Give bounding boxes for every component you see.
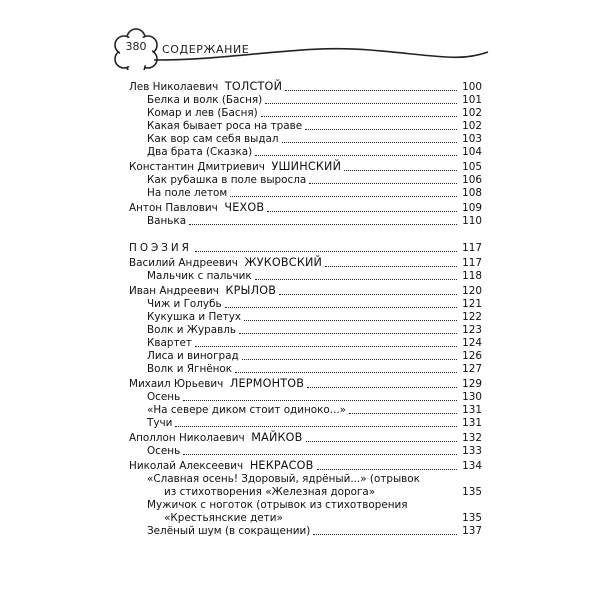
toc-work-entry-continuation: [129, 512, 482, 525]
running-title: СОДЕРЖАНИЕ: [162, 43, 250, 56]
toc-page-number: 110: [462, 215, 482, 227]
toc-page-number: 131: [462, 417, 482, 429]
toc-entry-title: Зелёный шум (в сокращении): [147, 525, 311, 537]
toc-work-entry: [129, 298, 482, 311]
author-surname: УШИНСКИЙ: [271, 160, 342, 173]
toc-author-entry: [129, 378, 482, 391]
header-ornament: [0, 0, 590, 70]
toc-work-entry: [129, 146, 482, 159]
toc-page-number: 121: [462, 298, 482, 310]
toc-page-number: 118: [462, 270, 482, 282]
toc-author-entry: [129, 257, 482, 270]
author-given-name: Василий Андреевич: [129, 257, 238, 269]
author-given-name: Аполлон Николаевич: [129, 432, 245, 444]
toc-page-number: 135: [462, 512, 482, 524]
leader-dots: [230, 196, 457, 197]
toc-entry-title: Ванька: [147, 215, 187, 227]
toc-entry-title: из стихотворения «Железная дорога»: [164, 486, 376, 498]
toc-page-number: 102: [462, 120, 482, 132]
toc-entry-title: Мужичок с ноготок (отрывок из стихотворения: [147, 499, 408, 511]
toc-page-number: 117: [462, 257, 482, 269]
toc-entry-title: На поле летом: [147, 187, 228, 199]
toc-work-entry: [129, 215, 482, 228]
page-number: 380: [125, 40, 147, 53]
toc-entry-title: Как рубашка в поле выросла: [147, 174, 307, 186]
toc-work-entry: [129, 94, 482, 107]
toc-page-number: 137: [462, 525, 482, 537]
leader-dots: [309, 183, 457, 184]
author-given-name: Лев Николаевич: [129, 81, 219, 93]
toc-entry-title: Два брата (Сказка): [147, 146, 253, 158]
toc-entry-title: Тучи: [147, 417, 173, 429]
author-surname: ТОЛСТОЙ: [224, 80, 283, 93]
toc-section-heading: [129, 242, 482, 255]
leader-dots: [195, 251, 457, 252]
leader-dots: [305, 129, 457, 130]
toc-author-entry: [129, 432, 482, 445]
toc-work-entry: [129, 363, 482, 376]
author-surname: ЖУКОВСКИЙ: [244, 256, 323, 269]
toc-page-number: 105: [462, 161, 482, 173]
toc-entry-title: Волк и Ягнёнок: [147, 363, 233, 375]
toc-work-entry: [129, 499, 482, 512]
author-given-name: Антон Павлович: [129, 202, 218, 214]
leader-dots: [279, 294, 457, 295]
toc-page-number: 102: [462, 107, 482, 119]
toc-entry-title: «Славная осень! Здоровый, ядрёный...» (отрывок: [147, 473, 420, 485]
toc-work-entry: [129, 270, 482, 283]
toc-author-entry: [129, 202, 482, 215]
toc-entry-title: Комар и лев (Басня): [147, 107, 258, 119]
toc-page-number: 109: [462, 202, 482, 214]
toc-entry-title: Белка и волк (Басня): [147, 94, 263, 106]
page-header: [0, 0, 590, 70]
leader-dots: [261, 116, 457, 117]
leader-dots: [282, 142, 457, 143]
toc-work-entry: [129, 473, 482, 486]
toc-entry-title: Квартет: [147, 337, 192, 349]
toc-entry-title: Кукушка и Петух: [147, 311, 242, 323]
toc-entry-title: Мальчик с пальчик: [147, 270, 252, 282]
toc-entry-title: Осень: [147, 391, 181, 403]
author-given-name: Михаил Юрьевич: [129, 378, 224, 390]
leader-dots: [244, 320, 457, 321]
toc-page-number: 127: [462, 363, 482, 375]
toc-work-entry: [129, 187, 482, 200]
toc-work-entry: [129, 107, 482, 120]
leader-dots: [306, 441, 457, 442]
toc-entry-title: Чиж и Голубь: [147, 298, 222, 310]
author-surname: КРЫЛОВ: [225, 284, 277, 297]
toc-page-number: 132: [462, 432, 482, 444]
author-surname: НЕКРАСОВ: [249, 459, 314, 472]
leader-dots: [175, 426, 457, 427]
toc-work-entry: [129, 404, 482, 417]
toc-page-number: 133: [462, 445, 482, 457]
toc-work-entry: [129, 445, 482, 458]
toc-entry-title: Лиса и виноград: [147, 350, 239, 362]
toc-work-entry: [129, 133, 482, 146]
toc-page-number: 103: [462, 133, 482, 145]
toc-author-entry: [129, 460, 482, 473]
author-surname: МАЙКОВ: [251, 431, 303, 444]
author-surname: ЛЕРМОНТОВ: [229, 377, 305, 390]
toc-page-number: 124: [462, 337, 482, 349]
leader-dots: [349, 413, 457, 414]
toc-work-entry: [129, 337, 482, 350]
toc-page-number: 123: [462, 324, 482, 336]
leader-dots: [265, 103, 457, 104]
leader-dots: [225, 307, 457, 308]
leader-dots: [285, 90, 457, 91]
toc-page-number: 134: [462, 460, 482, 472]
author-given-name: Иван Андреевич: [129, 285, 219, 297]
table-of-contents: [129, 79, 482, 538]
leader-dots: [195, 346, 457, 347]
toc-page-number: 131: [462, 404, 482, 416]
toc-page-number: 100: [462, 81, 482, 93]
leader-dots: [313, 534, 457, 535]
toc-page-number: 126: [462, 350, 482, 362]
toc-page-number: 129: [462, 378, 482, 390]
toc-page-number: 104: [462, 146, 482, 158]
author-given-name: Константин Дмитриевич: [129, 161, 265, 173]
toc-work-entry: [129, 350, 482, 363]
leader-dots: [239, 333, 457, 334]
toc-entry-title: «Крестьянские дети»: [164, 512, 283, 524]
toc-author-entry: [129, 81, 482, 94]
toc-work-entry: [129, 311, 482, 324]
toc-page-number: 106: [462, 174, 482, 186]
toc-page-number: 135: [462, 486, 482, 498]
toc-work-entry: [129, 324, 482, 337]
leader-dots: [317, 469, 457, 470]
leader-dots: [183, 454, 457, 455]
toc-work-entry-continuation: [129, 486, 482, 499]
toc-entry-title: Как вор сам себя выдал: [147, 133, 279, 145]
author-surname: ЧЕХОВ: [224, 201, 265, 214]
leader-dots: [307, 387, 457, 388]
toc-work-entry: [129, 525, 482, 538]
leader-dots: [344, 170, 457, 171]
leader-dots: [267, 211, 457, 212]
leader-dots: [255, 279, 457, 280]
toc-entry-title: ПОЭЗИЯ: [129, 242, 192, 254]
toc-author-entry: [129, 285, 482, 298]
leader-dots: [242, 359, 457, 360]
toc-work-entry: [129, 120, 482, 133]
toc-page-number: 120: [462, 285, 482, 297]
leader-dots: [189, 224, 457, 225]
toc-work-entry: [129, 391, 482, 404]
toc-author-entry: [129, 161, 482, 174]
toc-entry-title: Волк и Журавль: [147, 324, 236, 336]
leader-dots: [183, 400, 457, 401]
author-given-name: Николай Алексеевич: [129, 460, 244, 472]
leader-dots: [235, 372, 457, 373]
toc-entry-title: Осень: [147, 445, 181, 457]
leader-dots: [325, 266, 457, 267]
toc-page-number: 122: [462, 311, 482, 323]
toc-page-number: 108: [462, 187, 482, 199]
toc-page-number: 101: [462, 94, 482, 106]
toc-work-entry: [129, 174, 482, 187]
leader-dots: [255, 155, 457, 156]
toc-work-entry: [129, 417, 482, 430]
toc-page-number: 117: [462, 242, 482, 254]
toc-page-number: 130: [462, 391, 482, 403]
toc-entry-title: «На севере диком стоит одиноко...»: [147, 404, 347, 416]
toc-entry-title: Какая бывает роса на траве: [147, 120, 303, 132]
